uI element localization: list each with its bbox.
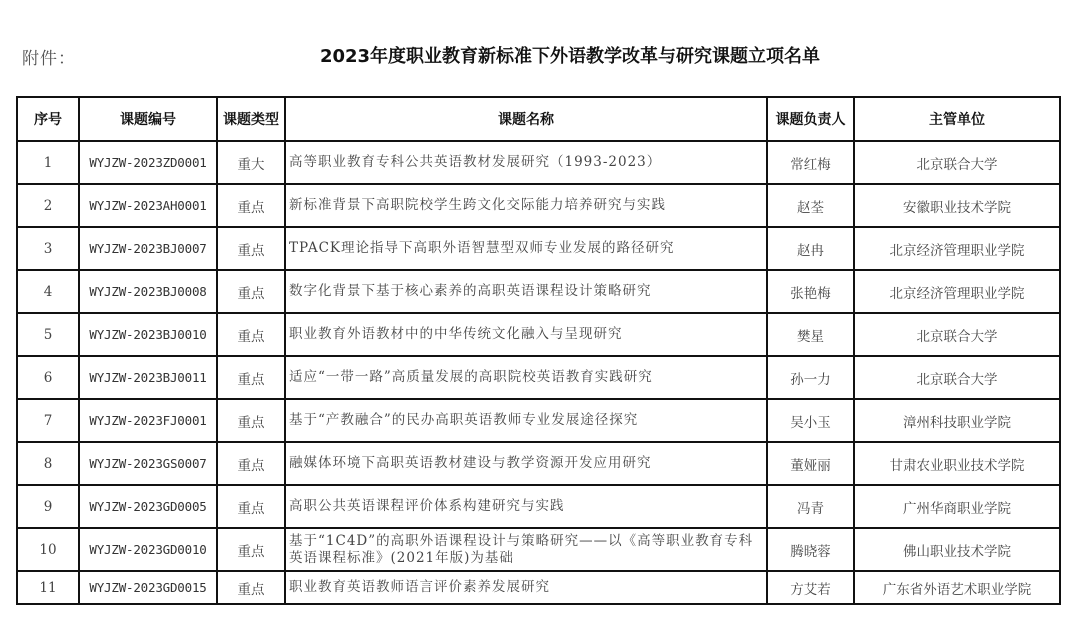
column-header-name: 课题名称 — [285, 97, 767, 141]
cell-unit: 甘肃农业职业技术学院 — [854, 442, 1060, 485]
table-row — [17, 485, 1060, 528]
cell-name: 基于“1C4D”的高职外语课程设计与策略研究——以《高等职业教育专科英语课程标准》(2021年版)为基础 — [285, 528, 767, 571]
column-header-unit: 主管单位 — [854, 97, 1060, 141]
cell-type: 重大 — [217, 141, 285, 184]
cell-code: WYJZW-2023ZD0001 — [79, 141, 217, 184]
cell-type: 重点 — [217, 227, 285, 270]
cell-unit: 广东省外语艺术职业学院 — [854, 571, 1060, 604]
cell-name: 基于“产教融合”的民办高职英语教师专业发展途径探究 — [285, 399, 767, 442]
cell-lead: 腾晓蓉 — [767, 528, 854, 571]
table-row — [17, 571, 1060, 604]
attachment-label: 附件： — [22, 49, 76, 69]
cell-unit: 北京经济管理职业学院 — [854, 270, 1060, 313]
cell-unit: 北京经济管理职业学院 — [854, 227, 1060, 270]
cell-lead: 方艾若 — [767, 571, 854, 604]
project-list-table — [16, 96, 1061, 605]
cell-type: 重点 — [217, 270, 285, 313]
cell-lead: 董娅丽 — [767, 442, 854, 485]
table-row — [17, 528, 1060, 571]
cell-code: WYJZW-2023GS0007 — [79, 442, 217, 485]
cell-unit: 佛山职业技术学院 — [854, 528, 1060, 571]
cell-type: 重点 — [217, 442, 285, 485]
cell-lead: 赵荃 — [767, 184, 854, 227]
cell-unit: 漳州科技职业学院 — [854, 399, 1060, 442]
cell-no: 4 — [17, 270, 79, 313]
cell-name: 数字化背景下基于核心素养的高职英语课程设计策略研究 — [285, 270, 767, 313]
cell-unit: 广州华商职业学院 — [854, 485, 1060, 528]
cell-unit: 北京联合大学 — [854, 141, 1060, 184]
cell-lead: 冯青 — [767, 485, 854, 528]
cell-code: WYJZW-2023BJ0011 — [79, 356, 217, 399]
cell-lead: 赵冉 — [767, 227, 854, 270]
cell-code: WYJZW-2023BJ0010 — [79, 313, 217, 356]
cell-no: 6 — [17, 356, 79, 399]
cell-no: 11 — [17, 571, 79, 604]
cell-code: WYJZW-2023GD0010 — [79, 528, 217, 571]
cell-name: TPACK理论指导下高职外语智慧型双师专业发展的路径研究 — [285, 227, 767, 270]
cell-type: 重点 — [217, 485, 285, 528]
cell-lead: 樊星 — [767, 313, 854, 356]
cell-no: 9 — [17, 485, 79, 528]
cell-code: WYJZW-2023BJ0008 — [79, 270, 217, 313]
cell-unit: 安徽职业技术学院 — [854, 184, 1060, 227]
cell-unit: 北京联合大学 — [854, 313, 1060, 356]
cell-code: WYJZW-2023FJ0001 — [79, 399, 217, 442]
cell-lead: 孙一力 — [767, 356, 854, 399]
cell-lead: 张艳梅 — [767, 270, 854, 313]
cell-type: 重点 — [217, 356, 285, 399]
cell-name: 职业教育外语教材中的中华传统文化融入与呈现研究 — [285, 313, 767, 356]
cell-no: 7 — [17, 399, 79, 442]
column-header-no: 序号 — [17, 97, 79, 141]
cell-name: 高职公共英语课程评价体系构建研究与实践 — [285, 485, 767, 528]
cell-unit: 北京联合大学 — [854, 356, 1060, 399]
cell-code: WYJZW-2023BJ0007 — [79, 227, 217, 270]
table-header-row — [17, 97, 1060, 141]
table-row — [17, 356, 1060, 399]
column-header-lead: 课题负责人 — [767, 97, 854, 141]
cell-name: 适应“一带一路”高质量发展的高职院校英语教育实践研究 — [285, 356, 767, 399]
cell-no: 10 — [17, 528, 79, 571]
table-row — [17, 313, 1060, 356]
table-row — [17, 442, 1060, 485]
table-row — [17, 270, 1060, 313]
cell-lead: 常红梅 — [767, 141, 854, 184]
cell-type: 重点 — [217, 571, 285, 604]
document-title: 2023年度职业教育新标准下外语教学改革与研究课题立项名单 — [319, 46, 821, 67]
table-row — [17, 399, 1060, 442]
cell-type: 重点 — [217, 313, 285, 356]
cell-code: WYJZW-2023GD0015 — [79, 571, 217, 604]
cell-no: 8 — [17, 442, 79, 485]
cell-no: 3 — [17, 227, 79, 270]
cell-type: 重点 — [217, 528, 285, 571]
column-header-type: 课题类型 — [217, 97, 285, 141]
cell-name: 职业教育英语教师语言评价素养发展研究 — [285, 571, 767, 604]
table-row — [17, 227, 1060, 270]
cell-lead: 吴小玉 — [767, 399, 854, 442]
cell-code: WYJZW-2023AH0001 — [79, 184, 217, 227]
cell-no: 1 — [17, 141, 79, 184]
cell-no: 2 — [17, 184, 79, 227]
cell-name: 新标准背景下高职院校学生跨文化交际能力培养研究与实践 — [285, 184, 767, 227]
column-header-code: 课题编号 — [79, 97, 217, 141]
table-row — [17, 141, 1060, 184]
cell-code: WYJZW-2023GD0005 — [79, 485, 217, 528]
cell-name: 高等职业教育专科公共英语教材发展研究（1993-2023） — [285, 141, 767, 184]
cell-name: 融媒体环境下高职英语教材建设与教学资源开发应用研究 — [285, 442, 767, 485]
cell-type: 重点 — [217, 184, 285, 227]
cell-type: 重点 — [217, 399, 285, 442]
table-row — [17, 184, 1060, 227]
cell-no: 5 — [17, 313, 79, 356]
